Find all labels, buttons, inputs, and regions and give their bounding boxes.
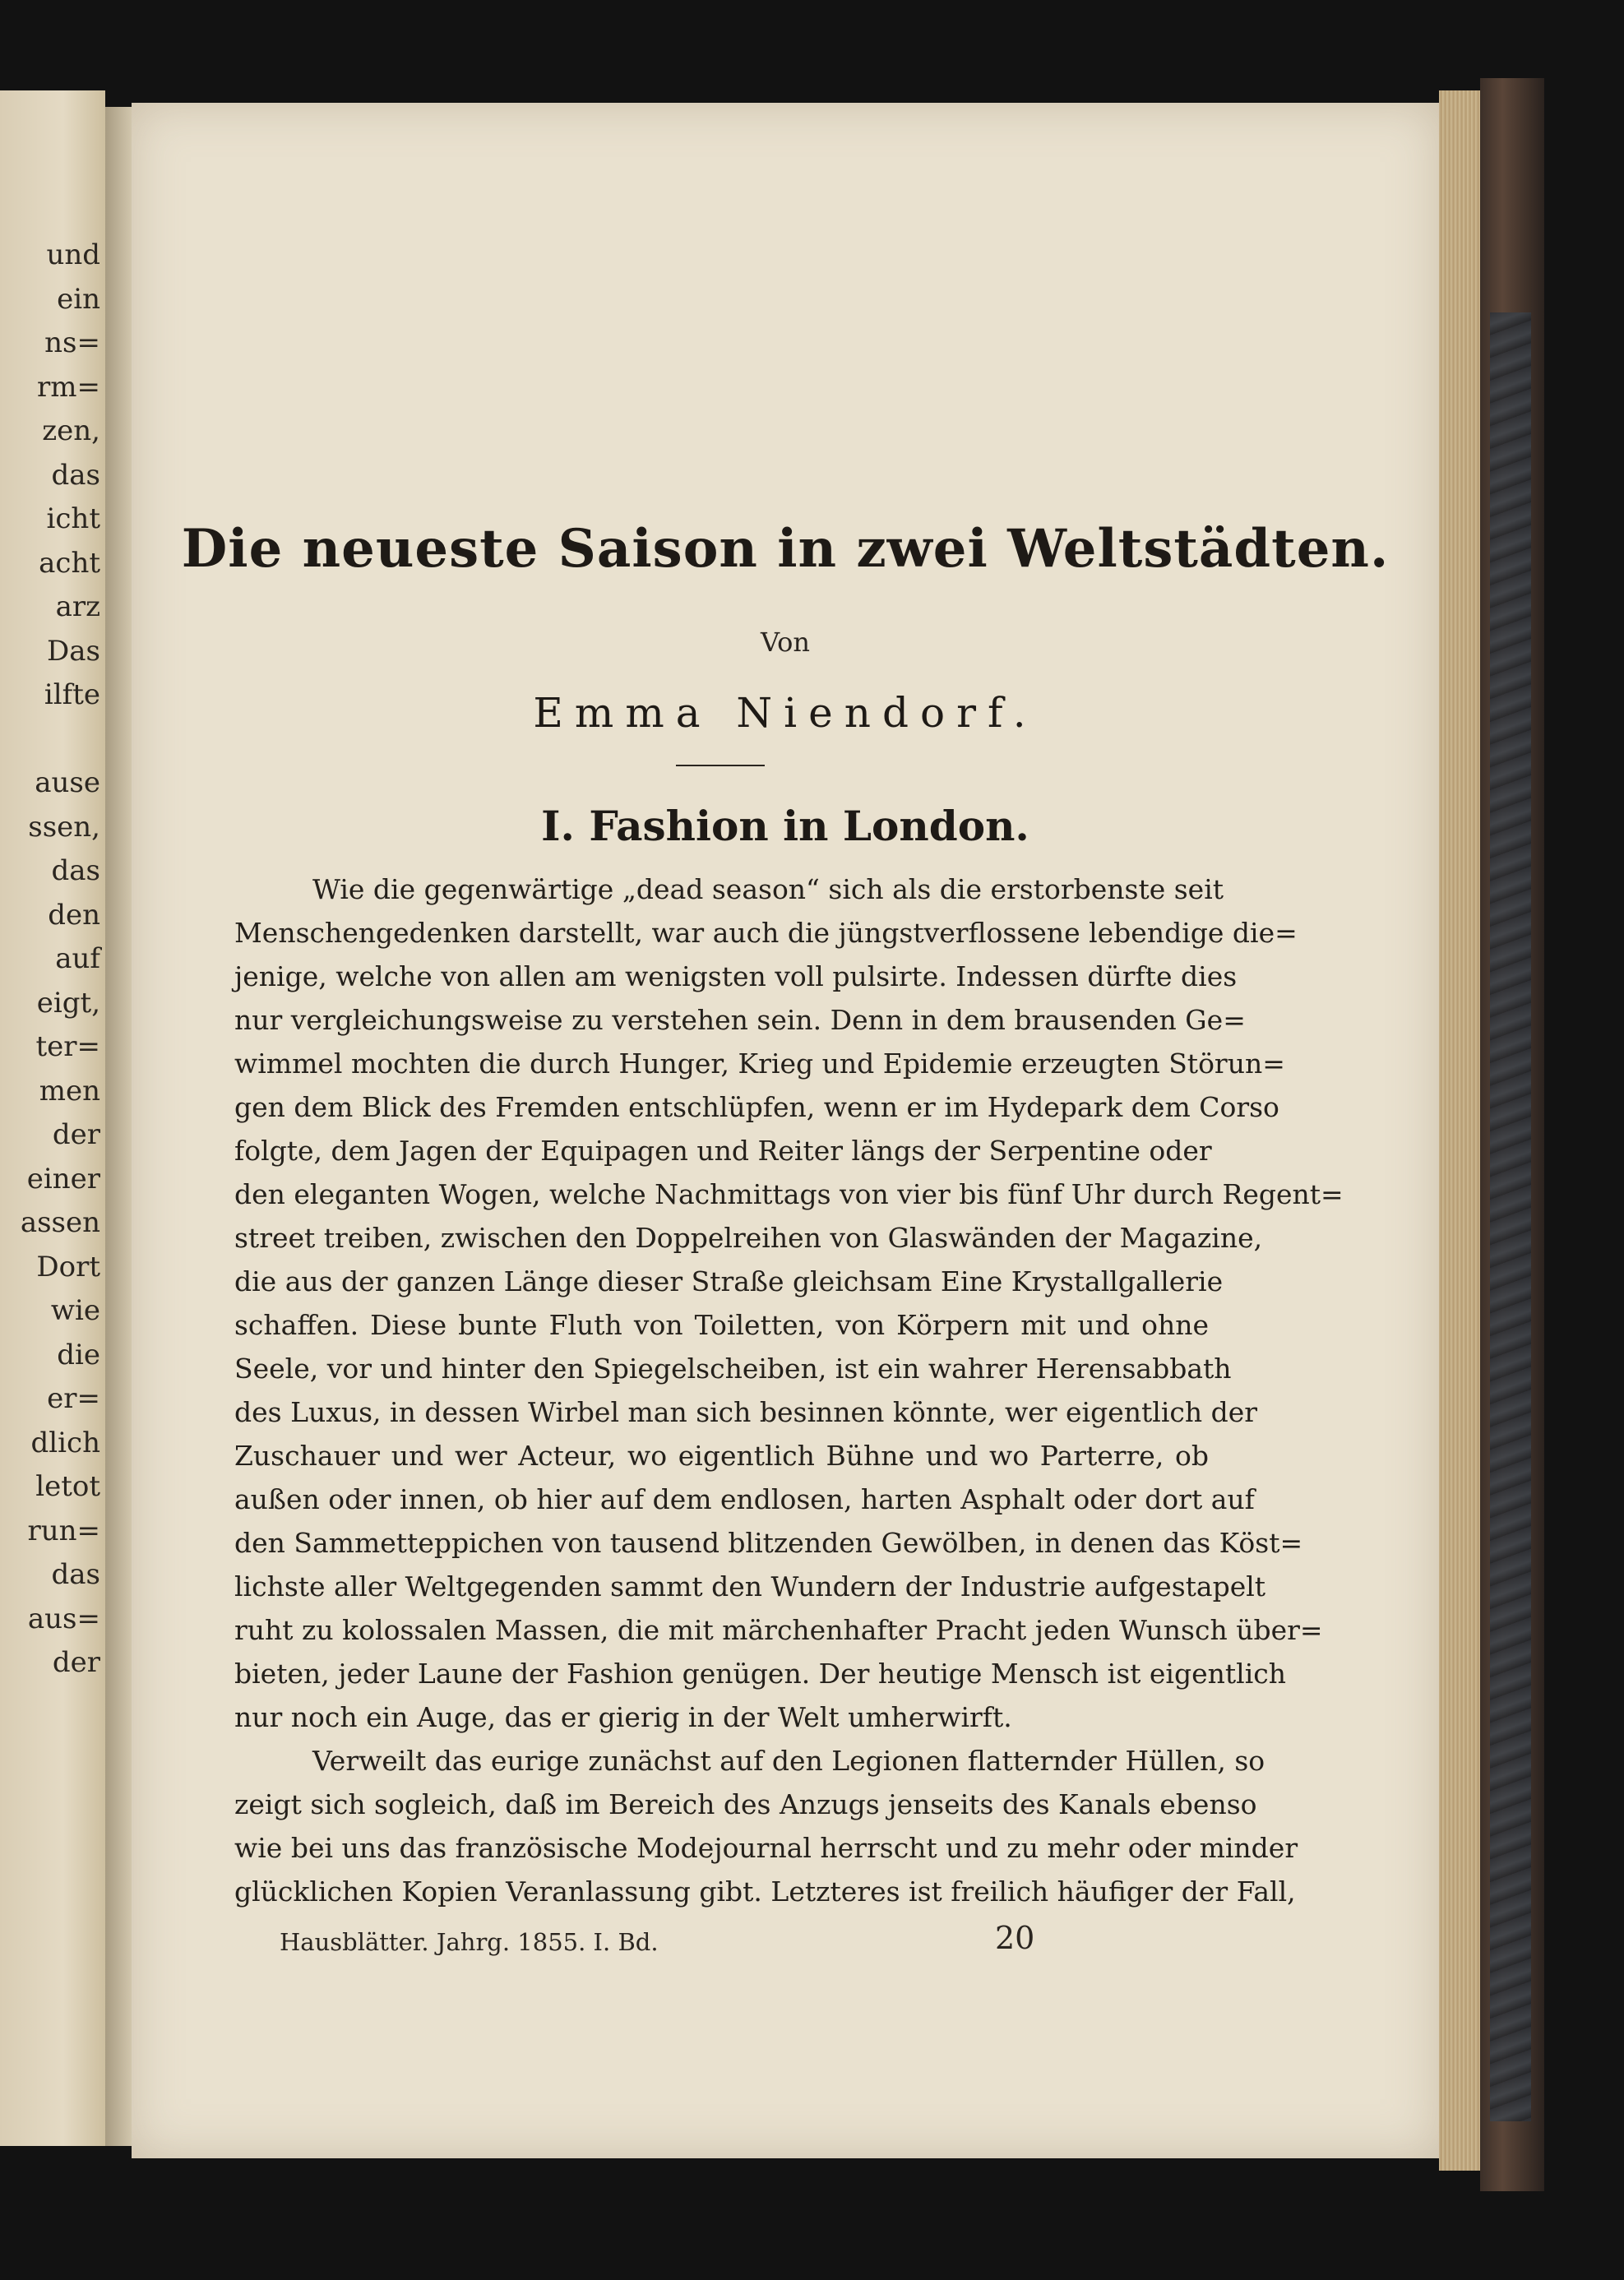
left-page-fragment: das [51,854,100,887]
left-page-fragment: auf [55,942,100,975]
left-page-fragment: einer [26,1162,100,1195]
left-page-fragment: letot [35,1470,100,1503]
left-page-fragment: zen, [42,414,100,447]
text-line: lichste aller Weltgegenden sammt den Wundern der Industrie aufgestapelt [234,1570,1266,1602]
text-line: außen oder innen, ob hier auf dem endlosen, harten Asphalt oder dort auf [234,1483,1255,1515]
left-page-fragment: icht [46,502,100,535]
left-page-fragment: ssen, [28,810,100,844]
text-line: jenige, welche von allen am wenigsten voll pulsirte. Indessen dürfte dies [234,960,1238,992]
left-page-fragment: ause [35,766,100,799]
text-line: des Luxus, in dessen Wirbel man sich besinnen könnte, wer eigentlich der [234,1396,1258,1428]
text-line: nur vergleichungsweise zu verstehen sein. Denn in dem brausenden Ge= [234,1004,1246,1036]
page-number: 20 [995,1920,1035,1956]
text-line: den eleganten Wogen, welche Nachmittags von vier bis fünf Uhr durch Regent= [234,1178,1344,1210]
text-line: glücklichen Kopien Veranlassung gibt. Letzteres ist freilich häufiger der Fall, [234,1875,1296,1908]
section-heading: I. Fashion in London. [541,802,1029,850]
left-page-fragment: assen [20,1206,100,1239]
left-facing-page [0,90,105,2146]
left-page-fragment: ein [57,282,100,316]
left-page-fragment: dlich [30,1426,100,1459]
left-page-fragment: aus= [27,1602,100,1635]
text-line: gen dem Blick des Fremden entschlüpfen, wenn er im Hydepark dem Corso [234,1091,1279,1123]
footer-signature: Hausblätter. Jahrg. 1855. I. Bd. [280,1928,659,1956]
text-line: Zuschauer und wer Acteur, wo eigentlich Bühne und wo Parterre, ob [234,1440,1209,1472]
text-line: den Sammetteppichen von tausend blitzenden Gewölben, in denen das Köst= [234,1527,1303,1559]
text-line: bieten, jeder Laune der Fashion genügen. Der heutige Mensch ist eigentlich [234,1658,1286,1690]
left-page-fragment: ilfte [44,678,100,711]
left-page-fragment: das [51,458,100,492]
text-line: wimmel mochten die durch Hunger, Krieg und Epidemie erzeugten Störun= [234,1048,1285,1080]
text-line: Menschengedenken darstellt, war auch die jüngstverflossene lebendige die= [234,917,1298,949]
left-page-fragment: die [57,1338,100,1371]
text-line: Verweilt das eurige zunächst auf den Legionen flatternder Hüllen, so [312,1745,1265,1777]
text-line: nur noch ein Auge, das er gierig in der Welt umherwirft. [234,1701,1012,1733]
left-page-fragment: Dort [36,1250,100,1283]
by-label: Von [760,627,811,658]
text-line: ruht zu kolossalen Massen, die mit märchenhafter Pracht jeden Wunsch über= [234,1614,1323,1646]
text-line: Seele, vor und hinter den Spiegelscheiben, ist ein wahrer Herensabbath [234,1353,1232,1385]
marbled-cover [1490,312,1531,2121]
left-page-fragment: das [51,1558,100,1591]
page-edges [1439,90,1480,2171]
left-page-fragment: er= [47,1382,100,1415]
text-line: Wie die gegenwärtige „dead season“ sich als die erstorbenste seit [312,873,1224,905]
author-name: Emma Niendorf. [533,689,1038,737]
left-page-fragment: Das [47,634,100,668]
left-page-fragment: rm= [37,370,100,404]
text-line: folgte, dem Jagen der Equipagen und Reiter längs der Serpentine oder [234,1135,1212,1167]
left-page-fragment: der [52,1118,100,1151]
article-title: Die neueste Saison in zwei Weltstädten. [181,518,1390,580]
left-page-fragment: ns= [44,326,100,359]
book-gutter [105,107,135,2146]
left-page-fragment: arz [55,590,100,623]
left-page-fragment: men [39,1074,100,1108]
text-line: wie bei uns das französische Modejournal herrscht und zu mehr oder minder [234,1832,1298,1864]
text-line: zeigt sich sogleich, daß im Bereich des Anzugs jenseits des Kanals ebenso [234,1788,1257,1820]
divider-rule [676,765,765,766]
text-line: schaffen. Diese bunte Fluth von Toiletten, von Körpern mit und ohne [234,1309,1209,1341]
left-page-fragment: eigt, [36,986,100,1020]
left-page-fragment: ter= [35,1030,100,1063]
text-line: die aus der ganzen Länge dieser Straße gleichsam Eine Krystallgallerie [234,1265,1224,1297]
left-page-fragment: den [48,898,100,932]
left-page-fragment: acht [39,546,100,580]
text-line: street treiben, zwischen den Doppelreihen von Glaswänden der Magazine, [234,1222,1263,1254]
left-page-fragment: run= [27,1514,100,1547]
left-page-fragment: und [46,238,100,271]
left-page-fragment: der [52,1646,100,1679]
body-text [234,867,1344,1913]
left-page-fragment: wie [50,1294,100,1327]
